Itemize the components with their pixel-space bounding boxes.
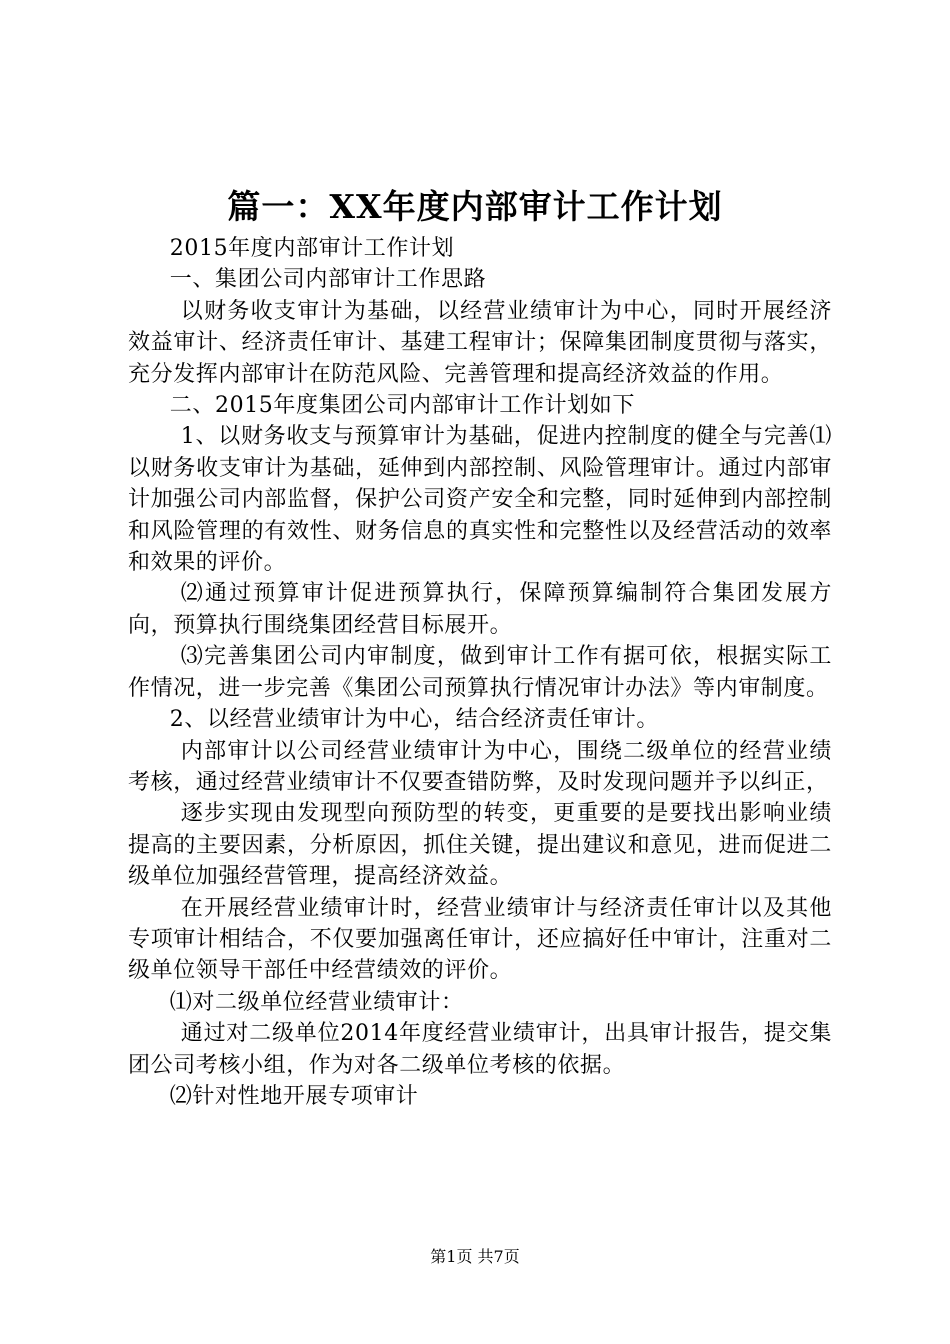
paragraph-section-2-heading: 二、2015年度集团公司内部审计工作计划如下: [169, 393, 635, 419]
paragraph-body: 内部审计以公司经营业绩审计为中心，围绕二级单位的经营业绩考核，通过经营业绩审计不仅要查错防弊，及时发现问题并予以纠正，: [128, 738, 832, 795]
paragraph-item-heading: ⑴对二级单位经营业绩审计：: [169, 989, 464, 1015]
paragraph-body: 以财务收支审计为基础，以经营业绩审计为中心，同时开展经济效益审计、经济责任审计、基建工程审计；保障集团制度贯彻与落实，充分发挥内部审计在防范风险、完善管理和提高经济效益的作用。: [128, 298, 832, 387]
paragraph-subsection-heading: 2、以经营业绩审计为中心，结合经济责任审计。: [169, 707, 659, 733]
paragraph-section-1-heading: 一、集团公司内部审计工作思路: [169, 267, 487, 293]
paragraph-body: ⑵通过预算审计促进预算执行，保障预算编制符合集团发展方向，预算执行围绕集团经营目标展开。: [128, 581, 832, 638]
paragraph-body: 通过对二级单位2014年度经营业绩审计，出具审计报告，提交集团公司考核小组，作为对各二级单位考核的依据。: [128, 1021, 832, 1078]
paragraph-body: ⑶完善集团公司内审制度，做到审计工作有据可依，根据实际工作情况，进一步完善《集团公司预算执行情况审计办法》等内审制度。: [128, 644, 832, 701]
paragraph-body: 1、以财务收支与预算审计为基础，促进内控制度的健全与完善⑴以财务收支审计为基础，延伸到内部控制、风险管理审计。通过内部审计加强公司内部监督，保护公司资产安全和完整，同时延伸到内部控制和风险管理的有效性、财务信息的真实性和完整性以及经营活动的效率和效果的评价。: [128, 424, 832, 576]
paragraph-body: 逐步实现由发现型向预防型的转变，更重要的是要找出影响业绩提高的主要因素，分析原因，抓住关键，提出建议和意见，进而促进二级单位加强经营管理，提高经济效益。: [128, 801, 832, 890]
paragraph-item-heading: ⑵针对性地开展专项审计: [169, 1083, 419, 1109]
paragraph-body: 在开展经营业绩审计时，经营业绩审计与经济责任审计以及其他专项审计相结合，不仅要加强离任审计，还应搞好任中审计，注重对二级单位领导干部任中经营绩效的评价。: [128, 895, 832, 984]
document-body: [128, 233, 832, 1112]
document-title: 篇一：XX年度内部审计工作计划: [227, 187, 723, 226]
paragraph-plan-heading: 2015年度内部审计工作计划: [169, 236, 455, 261]
page-number-footer: 第1页 共7页: [430, 1247, 520, 1266]
